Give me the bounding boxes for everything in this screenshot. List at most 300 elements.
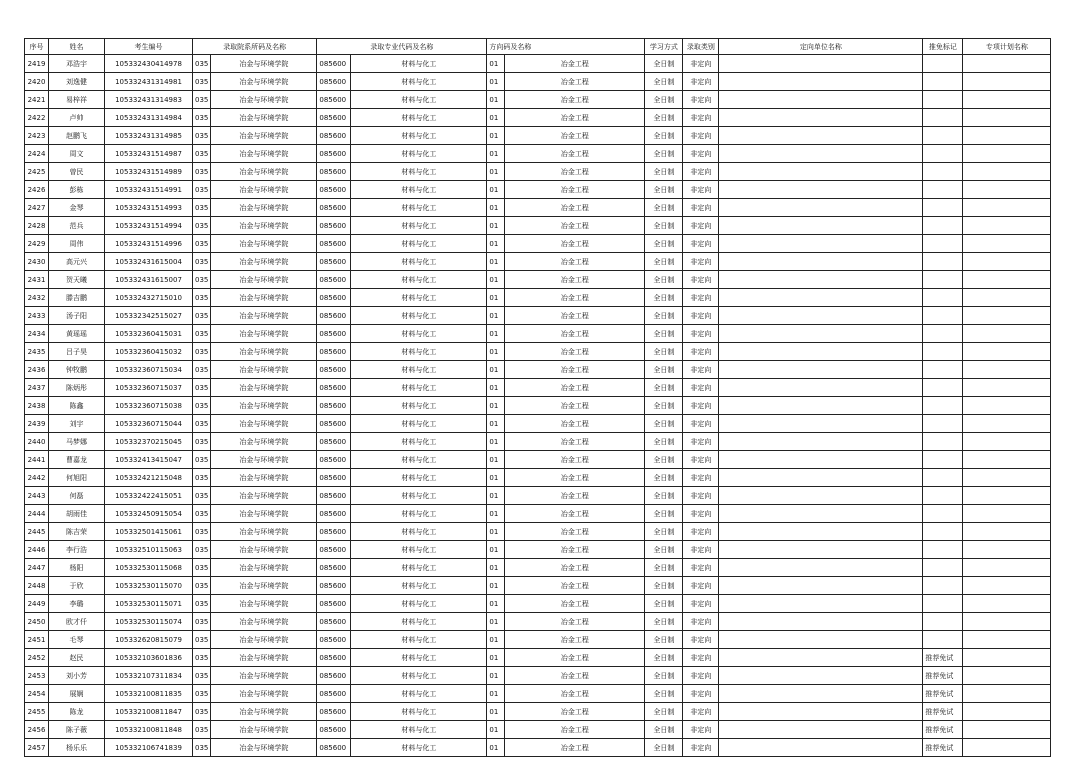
cell-direction-code: 01	[487, 181, 505, 199]
cell-sponsor-unit	[719, 343, 923, 361]
cell-index: 2437	[25, 379, 49, 397]
cell-direction-name: 冶金工程	[505, 235, 645, 253]
cell-sponsor-unit	[719, 73, 923, 91]
cell-recommend-mark	[923, 433, 963, 451]
cell-admission-type: 非定向	[683, 685, 719, 703]
table-row	[25, 343, 1051, 361]
cell-direction-name: 冶金工程	[505, 73, 645, 91]
cell-exam-id: 105332431514989	[105, 163, 193, 181]
cell-exam-id: 105332107311834	[105, 667, 193, 685]
cell-direction-code: 01	[487, 379, 505, 397]
cell-recommend-mark	[923, 145, 963, 163]
cell-exam-id: 105332100811847	[105, 703, 193, 721]
header-index: 序号	[25, 39, 49, 55]
cell-major-name: 材料与化工	[351, 703, 487, 721]
cell-direction-code: 01	[487, 307, 505, 325]
cell-name: 何旭阳	[49, 469, 105, 487]
cell-sponsor-unit	[719, 433, 923, 451]
cell-study-mode: 全日制	[645, 109, 683, 127]
cell-special-plan	[963, 181, 1051, 199]
cell-dept-code: 035	[193, 289, 211, 307]
cell-direction-code: 01	[487, 505, 505, 523]
table-row	[25, 91, 1051, 109]
cell-index: 2438	[25, 397, 49, 415]
cell-recommend-mark	[923, 307, 963, 325]
cell-direction-name: 冶金工程	[505, 181, 645, 199]
cell-sponsor-unit	[719, 163, 923, 181]
table-row	[25, 235, 1051, 253]
cell-index: 2454	[25, 685, 49, 703]
cell-index: 2450	[25, 613, 49, 631]
cell-name: 周伟	[49, 235, 105, 253]
cell-sponsor-unit	[719, 667, 923, 685]
cell-dept-code: 035	[193, 361, 211, 379]
cell-sponsor-unit	[719, 199, 923, 217]
cell-dept-code: 035	[193, 397, 211, 415]
table-row	[25, 613, 1051, 631]
cell-direction-code: 01	[487, 703, 505, 721]
cell-direction-code: 01	[487, 235, 505, 253]
cell-dept-code: 035	[193, 415, 211, 433]
cell-recommend-mark	[923, 523, 963, 541]
cell-name: 邓浩宇	[49, 55, 105, 73]
cell-major-code: 085600	[317, 343, 351, 361]
cell-major-name: 材料与化工	[351, 451, 487, 469]
cell-sponsor-unit	[719, 55, 923, 73]
cell-dept-name: 冶金与环境学院	[211, 253, 317, 271]
cell-dept-code: 035	[193, 73, 211, 91]
cell-direction-code: 01	[487, 685, 505, 703]
cell-index: 2423	[25, 127, 49, 145]
table-row	[25, 487, 1051, 505]
cell-dept-name: 冶金与环境学院	[211, 577, 317, 595]
cell-name: 陈子薇	[49, 721, 105, 739]
cell-index: 2457	[25, 739, 49, 757]
cell-index: 2445	[25, 523, 49, 541]
cell-index: 2448	[25, 577, 49, 595]
cell-dept-code: 035	[193, 595, 211, 613]
table-row	[25, 217, 1051, 235]
cell-major-name: 材料与化工	[351, 649, 487, 667]
cell-admission-type: 非定向	[683, 217, 719, 235]
cell-direction-name: 冶金工程	[505, 523, 645, 541]
cell-direction-name: 冶金工程	[505, 685, 645, 703]
cell-exam-id: 105332422415051	[105, 487, 193, 505]
cell-recommend-mark	[923, 361, 963, 379]
cell-name: 黄瑶瑶	[49, 325, 105, 343]
cell-admission-type: 非定向	[683, 343, 719, 361]
cell-direction-name: 冶金工程	[505, 91, 645, 109]
cell-study-mode: 全日制	[645, 181, 683, 199]
table-row	[25, 325, 1051, 343]
cell-admission-type: 非定向	[683, 433, 719, 451]
cell-name: 展娴	[49, 685, 105, 703]
cell-study-mode: 全日制	[645, 145, 683, 163]
cell-index: 2419	[25, 55, 49, 73]
cell-direction-code: 01	[487, 523, 505, 541]
table-row	[25, 415, 1051, 433]
cell-admission-type: 非定向	[683, 415, 719, 433]
cell-major-name: 材料与化工	[351, 163, 487, 181]
cell-major-name: 材料与化工	[351, 343, 487, 361]
table-row	[25, 109, 1051, 127]
cell-study-mode: 全日制	[645, 739, 683, 757]
table-row	[25, 739, 1051, 757]
cell-name: 李行浩	[49, 541, 105, 559]
cell-admission-type: 非定向	[683, 397, 719, 415]
cell-dept-name: 冶金与环境学院	[211, 505, 317, 523]
cell-major-name: 材料与化工	[351, 541, 487, 559]
cell-study-mode: 全日制	[645, 703, 683, 721]
cell-exam-id: 105332431314981	[105, 73, 193, 91]
table-row	[25, 667, 1051, 685]
cell-study-mode: 全日制	[645, 235, 683, 253]
cell-special-plan	[963, 235, 1051, 253]
table-row	[25, 649, 1051, 667]
cell-name: 汤子阳	[49, 307, 105, 325]
cell-major-code: 085600	[317, 253, 351, 271]
cell-sponsor-unit	[719, 271, 923, 289]
cell-major-name: 材料与化工	[351, 127, 487, 145]
cell-exam-id: 105332450915054	[105, 505, 193, 523]
cell-sponsor-unit	[719, 307, 923, 325]
cell-name: 赵民	[49, 649, 105, 667]
cell-admission-type: 非定向	[683, 361, 719, 379]
table-row	[25, 433, 1051, 451]
cell-dept-code: 035	[193, 109, 211, 127]
table-row	[25, 451, 1051, 469]
cell-index: 2433	[25, 307, 49, 325]
cell-admission-type: 非定向	[683, 199, 719, 217]
cell-study-mode: 全日制	[645, 577, 683, 595]
cell-dept-code: 035	[193, 613, 211, 631]
cell-special-plan	[963, 433, 1051, 451]
cell-dept-code: 035	[193, 433, 211, 451]
cell-dept-name: 冶金与环境学院	[211, 523, 317, 541]
cell-sponsor-unit	[719, 379, 923, 397]
cell-study-mode: 全日制	[645, 271, 683, 289]
cell-direction-code: 01	[487, 577, 505, 595]
cell-major-name: 材料与化工	[351, 613, 487, 631]
cell-major-name: 材料与化工	[351, 145, 487, 163]
cell-recommend-mark	[923, 577, 963, 595]
cell-dept-name: 冶金与环境学院	[211, 595, 317, 613]
cell-special-plan	[963, 505, 1051, 523]
table-row	[25, 523, 1051, 541]
cell-special-plan	[963, 163, 1051, 181]
cell-major-name: 材料与化工	[351, 91, 487, 109]
cell-major-code: 085600	[317, 397, 351, 415]
cell-direction-name: 冶金工程	[505, 253, 645, 271]
cell-direction-name: 冶金工程	[505, 109, 645, 127]
cell-admission-type: 非定向	[683, 595, 719, 613]
cell-recommend-mark	[923, 613, 963, 631]
cell-dept-name: 冶金与环境学院	[211, 361, 317, 379]
table-row	[25, 163, 1051, 181]
cell-study-mode: 全日制	[645, 217, 683, 235]
cell-direction-code: 01	[487, 145, 505, 163]
cell-direction-name: 冶金工程	[505, 415, 645, 433]
cell-dept-code: 035	[193, 271, 211, 289]
cell-dept-code: 035	[193, 253, 211, 271]
cell-study-mode: 全日制	[645, 721, 683, 739]
cell-study-mode: 全日制	[645, 433, 683, 451]
cell-admission-type: 非定向	[683, 235, 719, 253]
cell-dept-code: 035	[193, 739, 211, 757]
cell-index: 2421	[25, 91, 49, 109]
cell-admission-type: 非定向	[683, 451, 719, 469]
cell-sponsor-unit	[719, 361, 923, 379]
table-row	[25, 289, 1051, 307]
cell-sponsor-unit	[719, 415, 923, 433]
cell-exam-id: 105332360715038	[105, 397, 193, 415]
cell-name: 陈吉荣	[49, 523, 105, 541]
header-direction: 方向码及名称	[487, 39, 645, 55]
cell-name: 易梓祥	[49, 91, 105, 109]
cell-special-plan	[963, 649, 1051, 667]
cell-exam-id: 105332530115074	[105, 613, 193, 631]
header-sponsor-unit: 定向单位名称	[719, 39, 923, 55]
cell-dept-code: 035	[193, 325, 211, 343]
cell-index: 2443	[25, 487, 49, 505]
cell-major-name: 材料与化工	[351, 559, 487, 577]
cell-name: 李璐	[49, 595, 105, 613]
table-row	[25, 199, 1051, 217]
cell-dept-name: 冶金与环境学院	[211, 631, 317, 649]
cell-index: 2452	[25, 649, 49, 667]
cell-name: 范兵	[49, 217, 105, 235]
cell-special-plan	[963, 739, 1051, 757]
cell-name: 毛琴	[49, 631, 105, 649]
cell-direction-name: 冶金工程	[505, 361, 645, 379]
cell-index: 2441	[25, 451, 49, 469]
cell-special-plan	[963, 109, 1051, 127]
cell-direction-name: 冶金工程	[505, 649, 645, 667]
cell-direction-name: 冶金工程	[505, 613, 645, 631]
cell-recommend-mark	[923, 505, 963, 523]
cell-exam-id: 105332360415031	[105, 325, 193, 343]
header-name: 姓名	[49, 39, 105, 55]
cell-study-mode: 全日制	[645, 199, 683, 217]
cell-name: 滕吉鹏	[49, 289, 105, 307]
cell-exam-id: 105332432715010	[105, 289, 193, 307]
cell-recommend-mark	[923, 397, 963, 415]
cell-dept-name: 冶金与环境学院	[211, 235, 317, 253]
cell-recommend-mark	[923, 595, 963, 613]
cell-major-code: 085600	[317, 577, 351, 595]
cell-special-plan	[963, 595, 1051, 613]
table-row	[25, 703, 1051, 721]
cell-sponsor-unit	[719, 721, 923, 739]
cell-major-name: 材料与化工	[351, 307, 487, 325]
cell-dept-name: 冶金与环境学院	[211, 721, 317, 739]
cell-major-code: 085600	[317, 559, 351, 577]
cell-major-code: 085600	[317, 217, 351, 235]
cell-study-mode: 全日制	[645, 325, 683, 343]
cell-study-mode: 全日制	[645, 397, 683, 415]
cell-direction-name: 冶金工程	[505, 307, 645, 325]
cell-special-plan	[963, 667, 1051, 685]
cell-exam-id: 105332510115063	[105, 541, 193, 559]
cell-special-plan	[963, 307, 1051, 325]
cell-direction-code: 01	[487, 91, 505, 109]
cell-index: 2432	[25, 289, 49, 307]
cell-index: 2426	[25, 181, 49, 199]
cell-study-mode: 全日制	[645, 685, 683, 703]
cell-name: 刘逸健	[49, 73, 105, 91]
cell-direction-name: 冶金工程	[505, 487, 645, 505]
cell-special-plan	[963, 379, 1051, 397]
cell-admission-type: 非定向	[683, 181, 719, 199]
cell-direction-code: 01	[487, 415, 505, 433]
cell-major-name: 材料与化工	[351, 739, 487, 757]
cell-study-mode: 全日制	[645, 451, 683, 469]
cell-name: 卢帅	[49, 109, 105, 127]
cell-dept-code: 035	[193, 217, 211, 235]
cell-sponsor-unit	[719, 739, 923, 757]
cell-exam-id: 105332431514994	[105, 217, 193, 235]
cell-recommend-mark	[923, 163, 963, 181]
cell-exam-id: 105332360415032	[105, 343, 193, 361]
cell-dept-code: 035	[193, 199, 211, 217]
cell-direction-name: 冶金工程	[505, 217, 645, 235]
cell-direction-code: 01	[487, 451, 505, 469]
cell-exam-id: 105332501415061	[105, 523, 193, 541]
cell-special-plan	[963, 721, 1051, 739]
table-row	[25, 271, 1051, 289]
cell-index: 2456	[25, 721, 49, 739]
cell-major-name: 材料与化工	[351, 199, 487, 217]
cell-name: 马梦娜	[49, 433, 105, 451]
cell-direction-name: 冶金工程	[505, 559, 645, 577]
cell-index: 2444	[25, 505, 49, 523]
cell-study-mode: 全日制	[645, 595, 683, 613]
cell-index: 2428	[25, 217, 49, 235]
cell-admission-type: 非定向	[683, 649, 719, 667]
cell-major-code: 085600	[317, 415, 351, 433]
cell-study-mode: 全日制	[645, 469, 683, 487]
cell-admission-type: 非定向	[683, 271, 719, 289]
cell-name: 赵鹏飞	[49, 127, 105, 145]
cell-sponsor-unit	[719, 325, 923, 343]
cell-admission-type: 非定向	[683, 379, 719, 397]
cell-index: 2431	[25, 271, 49, 289]
cell-special-plan	[963, 217, 1051, 235]
cell-exam-id: 105332431615007	[105, 271, 193, 289]
cell-sponsor-unit	[719, 541, 923, 559]
cell-recommend-mark	[923, 631, 963, 649]
cell-admission-type: 非定向	[683, 523, 719, 541]
cell-major-name: 材料与化工	[351, 631, 487, 649]
cell-index: 2436	[25, 361, 49, 379]
table-row	[25, 505, 1051, 523]
cell-dept-code: 035	[193, 379, 211, 397]
cell-direction-code: 01	[487, 289, 505, 307]
cell-index: 2424	[25, 145, 49, 163]
cell-name: 曹嘉龙	[49, 451, 105, 469]
cell-dept-code: 035	[193, 523, 211, 541]
cell-name: 钟牧鹏	[49, 361, 105, 379]
table-row	[25, 397, 1051, 415]
cell-exam-id: 105332103601836	[105, 649, 193, 667]
table-row	[25, 307, 1051, 325]
cell-dept-name: 冶金与环境学院	[211, 397, 317, 415]
cell-direction-code: 01	[487, 667, 505, 685]
cell-dept-name: 冶金与环境学院	[211, 325, 317, 343]
cell-major-code: 085600	[317, 235, 351, 253]
cell-dept-code: 035	[193, 685, 211, 703]
cell-direction-name: 冶金工程	[505, 469, 645, 487]
table-row	[25, 685, 1051, 703]
cell-dept-code: 035	[193, 145, 211, 163]
cell-study-mode: 全日制	[645, 613, 683, 631]
cell-major-code: 085600	[317, 451, 351, 469]
cell-study-mode: 全日制	[645, 505, 683, 523]
cell-dept-code: 035	[193, 577, 211, 595]
cell-dept-name: 冶金与环境学院	[211, 379, 317, 397]
cell-dept-name: 冶金与环境学院	[211, 613, 317, 631]
cell-special-plan	[963, 91, 1051, 109]
cell-exam-id: 105332431514991	[105, 181, 193, 199]
cell-exam-id: 105332530115070	[105, 577, 193, 595]
cell-direction-code: 01	[487, 271, 505, 289]
table-row	[25, 379, 1051, 397]
cell-direction-name: 冶金工程	[505, 451, 645, 469]
cell-dept-code: 035	[193, 487, 211, 505]
cell-sponsor-unit	[719, 217, 923, 235]
table-row	[25, 181, 1051, 199]
cell-name: 陈龙	[49, 703, 105, 721]
cell-major-name: 材料与化工	[351, 253, 487, 271]
cell-admission-type: 非定向	[683, 577, 719, 595]
cell-exam-id: 105332360715037	[105, 379, 193, 397]
cell-sponsor-unit	[719, 523, 923, 541]
cell-dept-code: 035	[193, 649, 211, 667]
cell-index: 2435	[25, 343, 49, 361]
cell-direction-name: 冶金工程	[505, 145, 645, 163]
cell-dept-code: 035	[193, 631, 211, 649]
table-row	[25, 253, 1051, 271]
cell-admission-type: 非定向	[683, 487, 719, 505]
cell-direction-name: 冶金工程	[505, 577, 645, 595]
cell-dept-name: 冶金与环境学院	[211, 181, 317, 199]
cell-major-code: 085600	[317, 163, 351, 181]
cell-exam-id: 105332100811848	[105, 721, 193, 739]
cell-study-mode: 全日制	[645, 667, 683, 685]
cell-name: 陈鑫	[49, 397, 105, 415]
header-recommend-mark: 推免标记	[923, 39, 963, 55]
cell-recommend-mark: 推荐免试	[923, 703, 963, 721]
cell-sponsor-unit	[719, 289, 923, 307]
cell-admission-type: 非定向	[683, 145, 719, 163]
cell-dept-code: 035	[193, 343, 211, 361]
cell-index: 2449	[25, 595, 49, 613]
cell-direction-code: 01	[487, 109, 505, 127]
cell-study-mode: 全日制	[645, 541, 683, 559]
cell-direction-code: 01	[487, 163, 505, 181]
cell-exam-id: 105332370215045	[105, 433, 193, 451]
table-row	[25, 361, 1051, 379]
cell-index: 2422	[25, 109, 49, 127]
cell-recommend-mark	[923, 199, 963, 217]
cell-exam-id: 105332413415047	[105, 451, 193, 469]
cell-dept-name: 冶金与环境学院	[211, 307, 317, 325]
cell-major-name: 材料与化工	[351, 235, 487, 253]
cell-direction-name: 冶金工程	[505, 379, 645, 397]
cell-name: 杨乐乐	[49, 739, 105, 757]
cell-direction-code: 01	[487, 595, 505, 613]
cell-dept-name: 冶金与环境学院	[211, 739, 317, 757]
